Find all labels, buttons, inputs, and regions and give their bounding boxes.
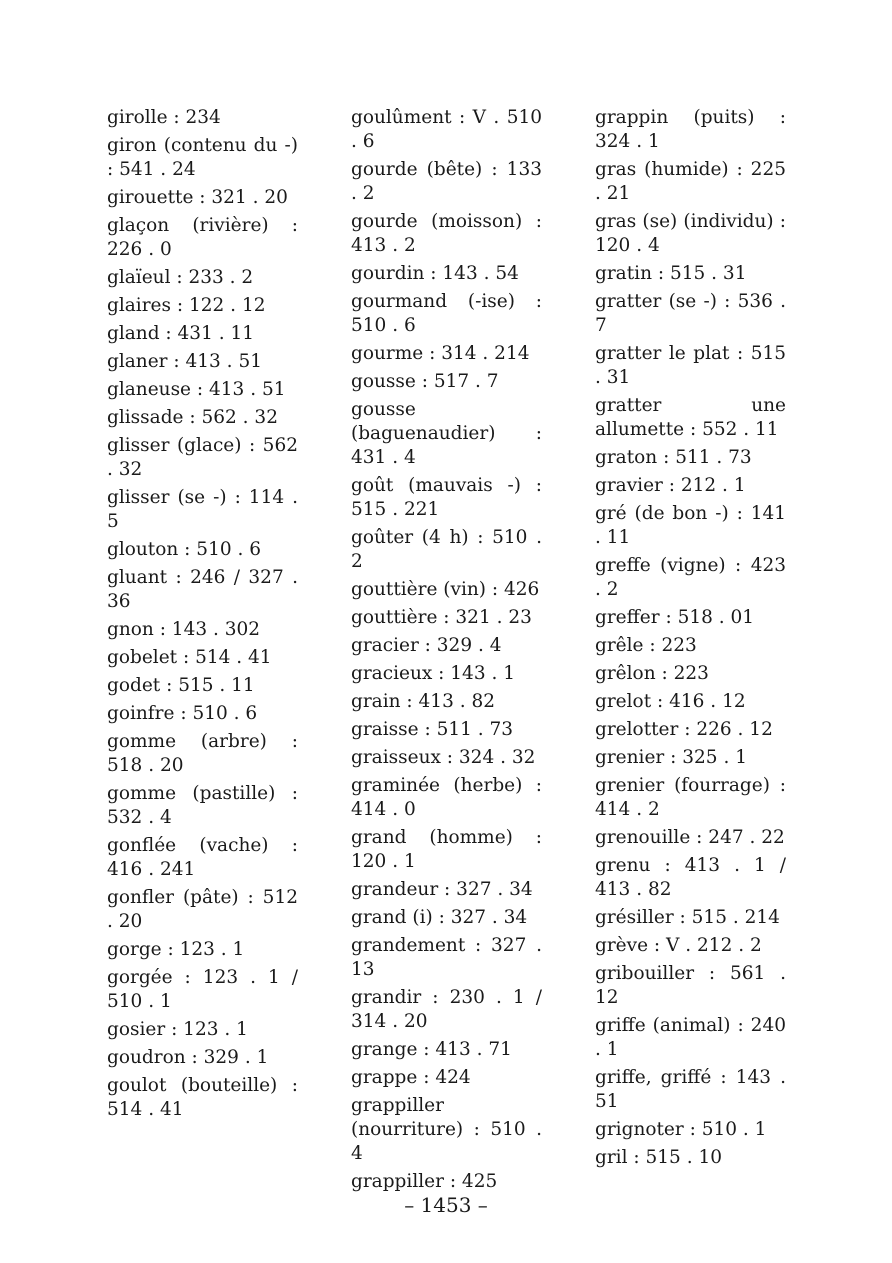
index-entry: gratter une allumette : 552 . 11 bbox=[595, 395, 786, 440]
index-entry: graton : 511 . 73 bbox=[595, 447, 752, 468]
index-entry: griffe, griffé : 143 . 51 bbox=[595, 1067, 786, 1112]
index-entry: grelot : 416 . 12 bbox=[595, 691, 746, 712]
index-entry: greffe (vigne) : 423 . 2 bbox=[595, 555, 786, 600]
index-entry: gourde (moisson) : 413 . 2 bbox=[351, 211, 542, 256]
index-entry: gobelet : 514 . 41 bbox=[107, 647, 272, 668]
index-entry: gluant : 246 / 327 . 36 bbox=[107, 567, 298, 612]
index-entry: graminée (herbe) : 414 . 0 bbox=[351, 775, 542, 820]
index-entry: glaires : 122 . 12 bbox=[107, 295, 266, 316]
index-entry: girolle : 234 bbox=[107, 107, 221, 128]
index-entry: gouttière (vin) : 426 bbox=[351, 579, 540, 600]
index-entry: greffer : 518 . 01 bbox=[595, 607, 755, 628]
index-entry: gras (humide) : 225 . 21 bbox=[595, 159, 786, 204]
index-page bbox=[107, 106, 792, 1192]
index-entry: goudron : 329 . 1 bbox=[107, 1047, 269, 1068]
index-entry: grappiller : 425 bbox=[351, 1171, 498, 1192]
index-entry: grand (homme) : 120 . 1 bbox=[351, 827, 542, 872]
index-entry: gorgée : 123 . 1 / 510 . 1 bbox=[107, 967, 298, 1012]
index-entry: glisser (se -) : 114 . 5 bbox=[107, 487, 298, 532]
index-entry: gribouiller : 561 . 12 bbox=[595, 963, 786, 1008]
index-entry: goulûment : V . 510 . 6 bbox=[351, 107, 542, 152]
index-entry: grandeur : 327 . 34 bbox=[351, 879, 533, 900]
index-entry: gousse : 517 . 7 bbox=[351, 371, 499, 392]
index-entry: grêlon : 223 bbox=[595, 663, 709, 684]
index-entry: gousse (baguenaudier) : 431 . 4 bbox=[351, 399, 542, 468]
page-number: – 1453 – bbox=[404, 1193, 488, 1217]
index-entry: gravier : 212 . 1 bbox=[595, 475, 746, 496]
index-entry: grêle : 223 bbox=[595, 635, 697, 656]
index-entry: gnon : 143 . 302 bbox=[107, 619, 261, 640]
index-entry: gonfler (pâte) : 512 . 20 bbox=[107, 887, 298, 932]
index-entry: gland : 431 . 11 bbox=[107, 323, 255, 344]
index-entry: gratter le plat : 515 . 31 bbox=[595, 343, 786, 388]
index-entry: grain : 413 . 82 bbox=[351, 691, 496, 712]
index-entry: gracieux : 143 . 1 bbox=[351, 663, 516, 684]
index-entry: grésiller : 515 . 214 bbox=[595, 907, 780, 928]
index-entry: giron (contenu du -) : 541 . 24 bbox=[107, 135, 298, 180]
index-entry: goûter (4 h) : 510 . 2 bbox=[351, 527, 542, 572]
index-entry: grand (i) : 327 . 34 bbox=[351, 907, 528, 928]
index-entry: grappin (puits) : 324 . 1 bbox=[595, 107, 786, 152]
index-entry: grelotter : 226 . 12 bbox=[595, 719, 773, 740]
index-entry: glaçon (rivière) : 226 . 0 bbox=[107, 215, 298, 260]
index-entry: gouttière : 321 . 23 bbox=[351, 607, 532, 628]
index-entry: gourme : 314 . 214 bbox=[351, 343, 530, 364]
index-entry: grange : 413 . 71 bbox=[351, 1039, 512, 1060]
index-entry: glaneuse : 413 . 51 bbox=[107, 379, 286, 400]
index-entry: gras (se) (individu) : 120 . 4 bbox=[595, 211, 786, 256]
index-column-2 bbox=[351, 106, 542, 1198]
index-entry: gratter (se -) : 536 . 7 bbox=[595, 291, 786, 336]
index-entry: glissade : 562 . 32 bbox=[107, 407, 278, 428]
index-entry: glisser (glace) : 562 . 32 bbox=[107, 435, 298, 480]
index-entry: gratin : 515 . 31 bbox=[595, 263, 747, 284]
index-entry: grenu : 413 . 1 / 413 . 82 bbox=[595, 855, 786, 900]
index-entry: goût (mauvais -) : 515 . 221 bbox=[351, 475, 542, 520]
index-entry: gomme (pastille) : 532 . 4 bbox=[107, 783, 298, 828]
index-entry: gosier : 123 . 1 bbox=[107, 1019, 248, 1040]
index-entry: griffe (animal) : 240 . 1 bbox=[595, 1015, 786, 1060]
index-entry: glouton : 510 . 6 bbox=[107, 539, 262, 560]
index-entry: godet : 515 . 11 bbox=[107, 675, 255, 696]
index-entry: grenier (fourrage) : 414 . 2 bbox=[595, 775, 786, 820]
index-entry: grappe : 424 bbox=[351, 1067, 471, 1088]
index-entry: gonflée (vache) : 416 . 241 bbox=[107, 835, 298, 880]
index-entry: gomme (arbre) : 518 . 20 bbox=[107, 731, 298, 776]
index-entry: gourdin : 143 . 54 bbox=[351, 263, 519, 284]
index-entry: grandir : 230 . 1 / 314 . 20 bbox=[351, 987, 542, 1032]
index-entry: gracier : 329 . 4 bbox=[351, 635, 502, 656]
index-entry: grappiller (nourriture) : 510 . 4 bbox=[351, 1095, 542, 1164]
index-entry: gril : 515 . 10 bbox=[595, 1147, 723, 1168]
index-entry: gorge : 123 . 1 bbox=[107, 939, 245, 960]
index-entry: graisseux : 324 . 32 bbox=[351, 747, 536, 768]
index-column-3 bbox=[595, 106, 786, 1198]
index-entry: graisse : 511 . 73 bbox=[351, 719, 514, 740]
index-entry: grève : V . 212 . 2 bbox=[595, 935, 762, 956]
index-entry: goulot (bouteille) : 514 . 41 bbox=[107, 1075, 298, 1120]
index-entry: glaner : 413 . 51 bbox=[107, 351, 262, 372]
index-entry: grenouille : 247 . 22 bbox=[595, 827, 785, 848]
index-column-1 bbox=[107, 106, 298, 1198]
index-entry: grandement : 327 . 13 bbox=[351, 935, 542, 980]
index-entry: grenier : 325 . 1 bbox=[595, 747, 747, 768]
index-entry: glaïeul : 233 . 2 bbox=[107, 267, 254, 288]
index-entry: gré (de bon -) : 141 . 11 bbox=[595, 503, 786, 548]
index-entry: goinfre : 510 . 6 bbox=[107, 703, 258, 724]
index-entry: girouette : 321 . 20 bbox=[107, 187, 288, 208]
index-entry: grignoter : 510 . 1 bbox=[595, 1119, 767, 1140]
index-entry: gourmand (-ise) : 510 . 6 bbox=[351, 291, 542, 336]
index-entry: gourde (bête) : 133 . 2 bbox=[351, 159, 542, 204]
